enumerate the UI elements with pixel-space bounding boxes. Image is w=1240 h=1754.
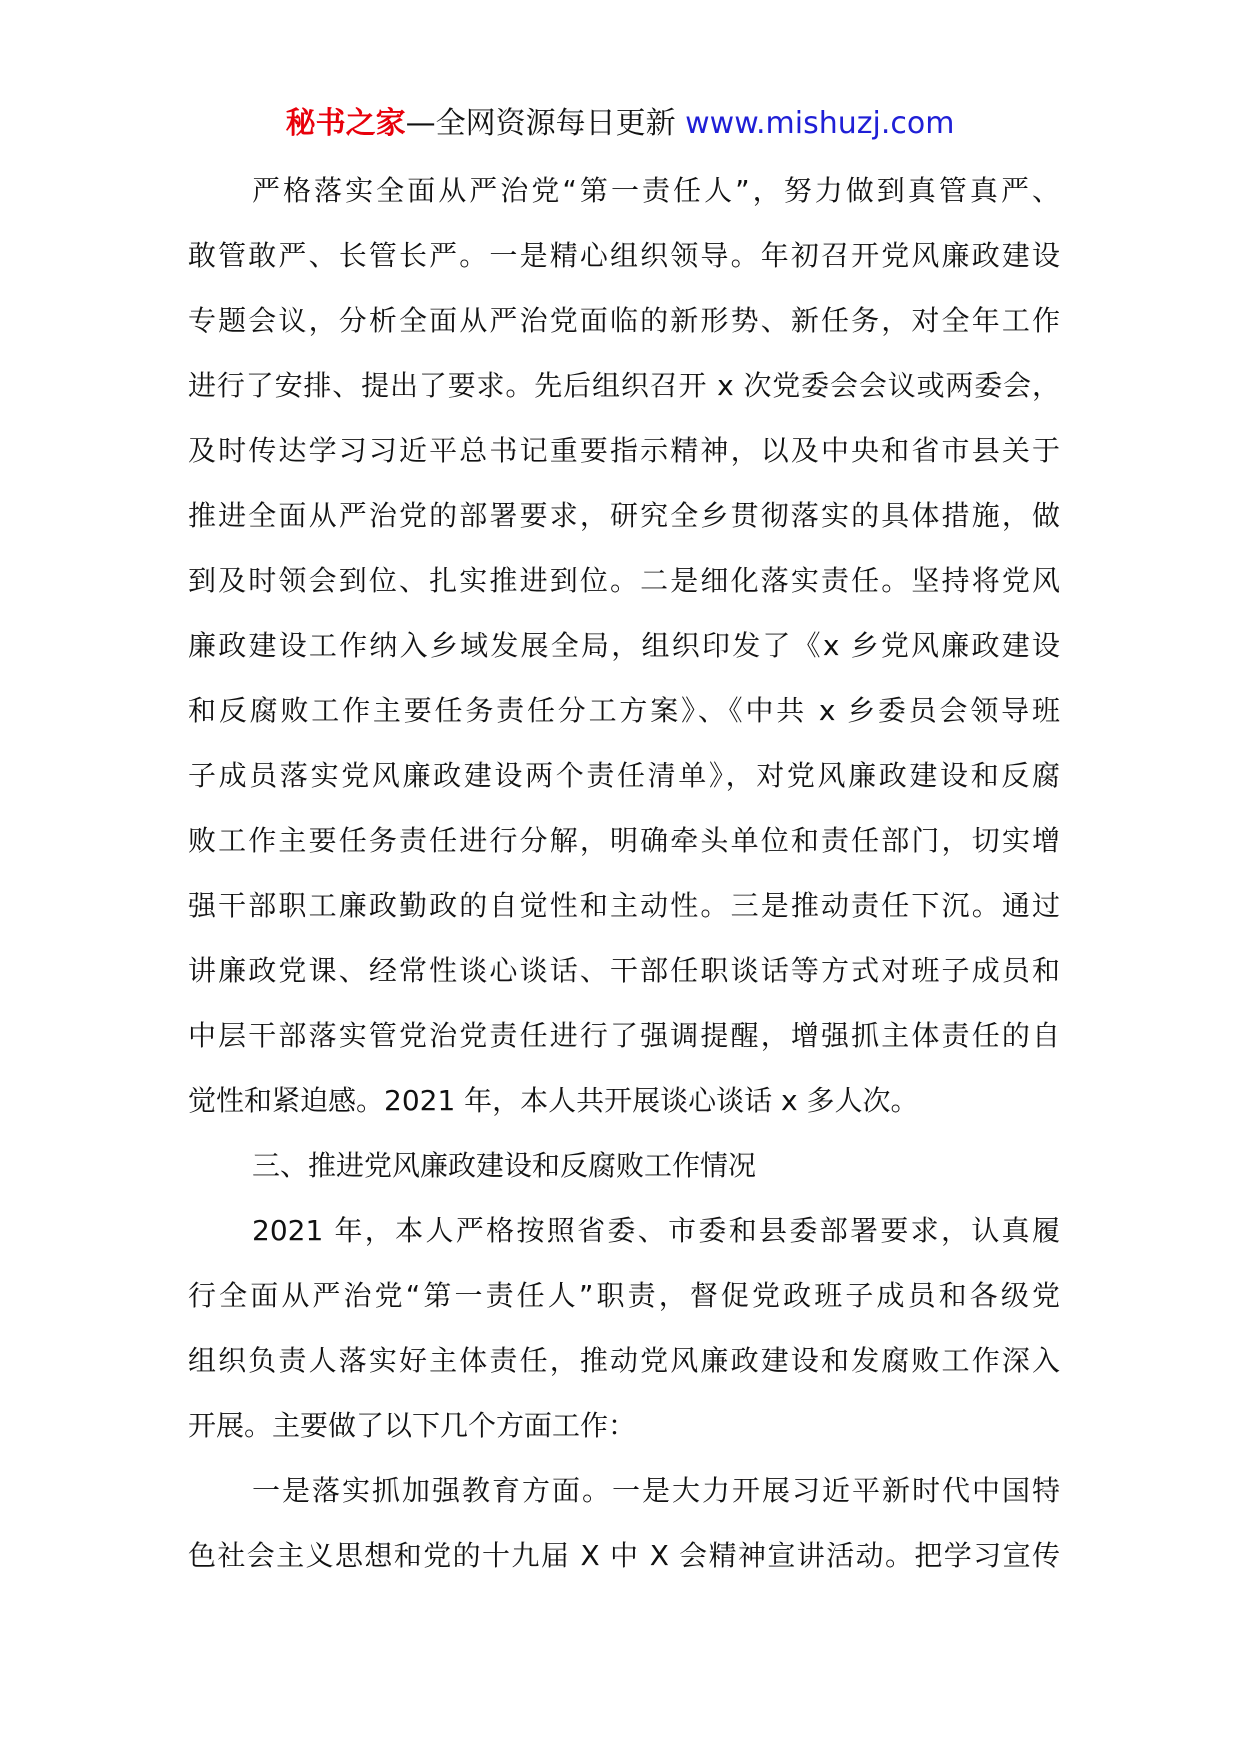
header-tagline: —全网资源每日更新 bbox=[405, 106, 686, 141]
paragraph-line: 严格落实全面从严治党“第一责任人”，努力做到真管真严、 bbox=[252, 174, 1060, 207]
paragraph-line: 2021 年，本人严格按照省委、市委和县委部署要求，认真履 bbox=[252, 1214, 1060, 1247]
paragraph-line: 讲廉政党课、经常性谈心谈话、干部任职谈话等方式对班子成员和 bbox=[188, 954, 1060, 987]
paragraph-line: 强干部职工廉政勤政的自觉性和主动性。三是推动责任下沉。通过 bbox=[188, 889, 1060, 922]
page-header bbox=[0, 104, 1240, 144]
paragraph-line: 专题会议，分析全面从严治党面临的新形势、新任务，对全年工作 bbox=[188, 304, 1060, 337]
paragraph-line: 子成员落实党风廉政建设两个责任清单》，对党风廉政建设和反腐 bbox=[188, 759, 1060, 792]
document-body bbox=[188, 158, 1060, 1588]
paragraph-line: 觉性和紧迫感。2021 年，本人共开展谈心谈话 x 多人次。 bbox=[188, 1084, 919, 1117]
paragraph-line: 推进全面从严治党的部署要求，研究全乡贯彻落实的具体措施，做 bbox=[188, 499, 1060, 532]
paragraph-line: 到及时领会到位、扎实推进到位。二是细化落实责任。坚持将党风 bbox=[188, 564, 1060, 597]
paragraph-line: 廉政建设工作纳入乡域发展全局，组织印发了《x 乡党风廉政建设 bbox=[188, 629, 1060, 662]
paragraph-line: 进行了安排、提出了要求。先后组织召开 x 次党委会会议或两委会， bbox=[188, 369, 1060, 402]
paragraph-line: 色社会主义思想和党的十九届 X 中 X 会精神宣讲活动。把学习宣传 bbox=[188, 1539, 1060, 1572]
paragraph-line: 中层干部落实管党治党责任进行了强调提醒，增强抓主体责任的自 bbox=[188, 1019, 1060, 1052]
paragraph-line: 组织负责人落实好主体责任，推动党风廉政建设和发腐败工作深入 bbox=[188, 1344, 1060, 1377]
site-url-link[interactable]: www.mishuzj.com bbox=[685, 106, 955, 141]
section-heading: 三、推进党风廉政建设和反腐败工作情况 bbox=[252, 1149, 757, 1182]
paragraph-line: 敢管敢严、长管长严。一是精心组织领导。年初召开党风廉政建设 bbox=[188, 239, 1060, 272]
brand-name: 秘书之家 bbox=[285, 106, 406, 141]
paragraph-line: 一是落实抓加强教育方面。一是大力开展习近平新时代中国特 bbox=[252, 1474, 1060, 1507]
paragraph-line: 开展。主要做了以下几个方面工作： bbox=[188, 1409, 637, 1442]
paragraph-line: 行全面从严治党“第一责任人”职责，督促党政班子成员和各级党 bbox=[188, 1279, 1060, 1312]
paragraph-line: 及时传达学习习近平总书记重要指示精神，以及中央和省市县关于 bbox=[188, 434, 1060, 467]
paragraph-line: 败工作主要任务责任进行分解，明确牵头单位和责任部门，切实增 bbox=[188, 824, 1060, 857]
paragraph-line: 和反腐败工作主要任务责任分工方案》、《中共 x 乡委员会领导班 bbox=[188, 694, 1060, 727]
